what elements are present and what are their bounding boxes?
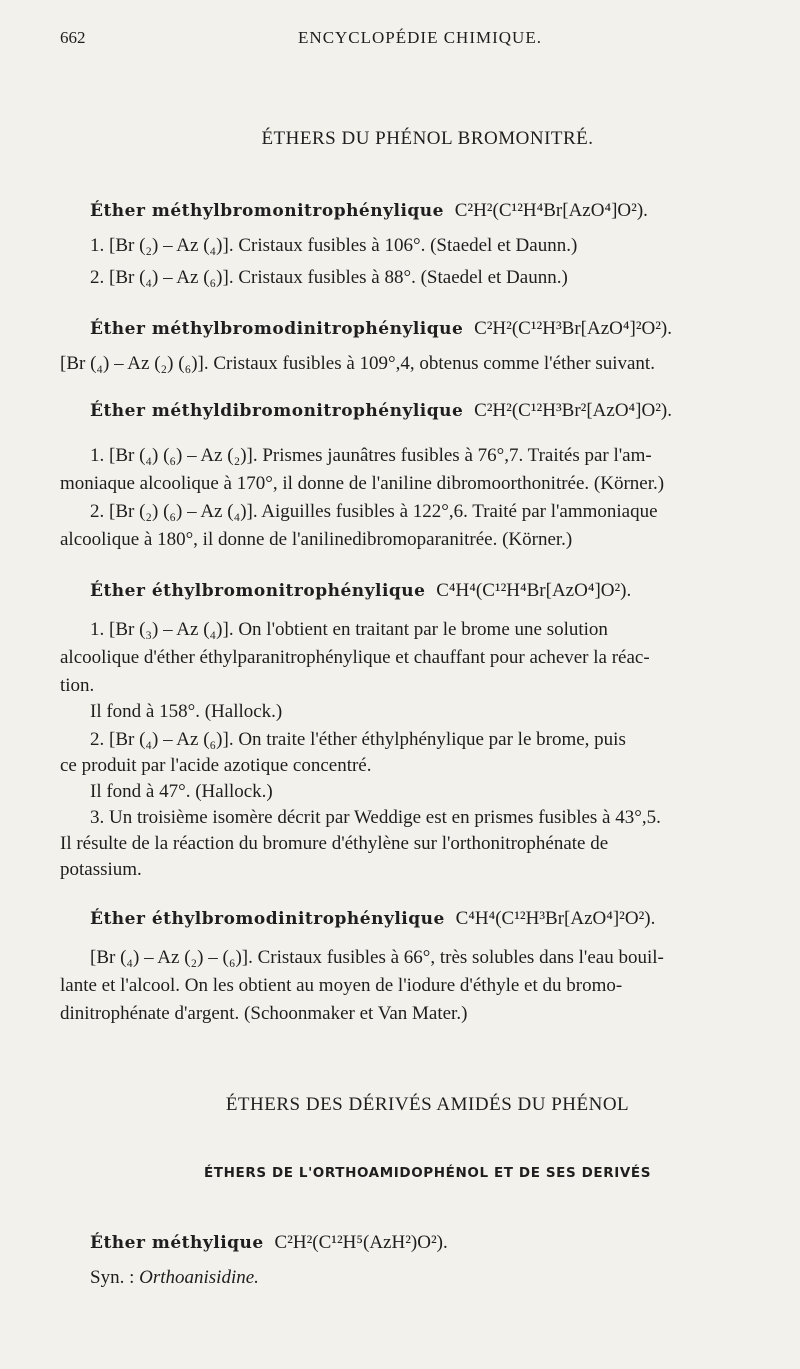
synonym-value: Orthoanisidine.	[139, 1267, 259, 1288]
compound-heading	[90, 908, 655, 930]
compound-name: Éther méthyldibromonitrophénylique	[90, 401, 464, 421]
synonym-line	[90, 1266, 795, 1290]
text-line: 2. [Br (₄) – Az (₆)]. Cristaux fusibles à 88°. (Staedel et Daunn.)	[90, 267, 568, 288]
text-line: dinitrophénate d'argent. (Schoonmaker et Van Mater.)	[60, 1003, 468, 1024]
text-line: [Br (₄) – Az (₂) (₆)]. Cristaux fusibles à 109°,4, obtenus comme l'éther suivant.	[60, 353, 655, 374]
compound-name: Éther éthylbromonitrophénylique	[90, 581, 426, 601]
compound-heading	[90, 200, 648, 222]
text-line: lante et l'alcool. On les obtient au moyen de l'iodure d'éthyle et du bromo-	[60, 975, 623, 996]
synonym-label: Syn. :	[90, 1267, 135, 1288]
text-line: alcoolique d'éther éthylparanitrophénylique et chauffant pour achever la réac-	[60, 647, 650, 668]
compound-formula: C²H²(C¹²H⁵(AzH²)O²).	[274, 1232, 448, 1253]
text-line: 2. [Br (₂) (₆) – Az (₄)]. Aiguilles fusibles à 122°,6. Traité par l'ammoniaque	[90, 501, 658, 522]
compound-name: Éther méthylbromonitrophénylique	[90, 201, 444, 221]
compound-formula: C⁴H⁴(C¹²H⁴Br[AzO⁴]O²).	[436, 580, 632, 601]
text-line: alcoolique à 180°, il donne de l'anilinedibromoparanitrée. (Körner.)	[60, 529, 573, 550]
compound-formula: C²H²(C¹²H³Br[AzO⁴]²O²).	[474, 318, 673, 339]
text-line: potassium.	[60, 859, 142, 880]
text-line: 3. Un troisième isomère décrit par Weddige est en prismes fusibles à 43°,5.	[90, 807, 661, 828]
section-title: ÉTHERS DES DÉRIVÉS AMIDÉS DU PHÉNOL	[225, 1094, 630, 1115]
text-line: tion.	[60, 675, 95, 696]
text-line: Il résulte de la réaction du bromure d'éthylène sur l'orthonitrophénate de	[60, 833, 609, 854]
compound-formula: C⁴H⁴(C¹²H³Br[AzO⁴]²O²).	[455, 908, 656, 929]
running-title: ENCYCLOPÉDIE CHIMIQUE.	[298, 28, 542, 47]
text-line: 2. [Br (₄) – Az (₆)]. On traite l'éther éthylphénylique par le brome, puis	[90, 729, 626, 750]
compound-formula: C²H²(C¹²H³Br²[AzO⁴]O²).	[474, 400, 673, 421]
compound-heading	[90, 580, 631, 602]
text-line: ce produit par l'acide azotique concentré.	[60, 755, 372, 776]
page-number: 662	[60, 28, 86, 47]
compound-heading	[90, 400, 672, 422]
page-header	[60, 28, 780, 52]
compound-name: Éther éthylbromodinitrophénylique	[90, 909, 445, 929]
compound-formula: C²H²(C¹²H⁴Br[AzO⁴]O²).	[454, 200, 648, 221]
section-title: ÉTHERS DU PHÉNOL BROMONITRÉ.	[261, 128, 594, 149]
compound-name: Éther méthylbromodinitrophénylique	[90, 319, 464, 339]
compound-name: Éther méthylique	[90, 1233, 264, 1253]
text-line: 1. [Br (₃) – Az (₄)]. On l'obtient en traitant par le brome une solution	[90, 619, 608, 640]
text-line: Il fond à 47°. (Hallock.)	[90, 781, 273, 802]
text-line: [Br (₄) – Az (₂) – (₆)]. Cristaux fusibles à 66°, très solubles dans l'eau bouil-	[90, 947, 664, 968]
text-line: Il fond à 158°. (Hallock.)	[90, 701, 283, 722]
text-line: 1. [Br (₄) (₆) – Az (₂)]. Prismes jaunâtres fusibles à 76°,7. Traités par l'am-	[90, 445, 652, 466]
text-line: 1. [Br (₂) – Az (₄)]. Cristaux fusibles à 106°. (Staedel et Daunn.)	[90, 235, 578, 256]
text-line: moniaque alcoolique à 170°, il donne de l'aniline dibromoorthonitrée. (Körner.)	[60, 473, 665, 494]
compound-heading	[90, 1232, 448, 1254]
compound-heading	[90, 318, 672, 340]
subsection-title: ÉTHERS DE L'ORTHOAMIDOPHÉNOL ET DE SES DERIVÉS	[203, 1165, 652, 1181]
